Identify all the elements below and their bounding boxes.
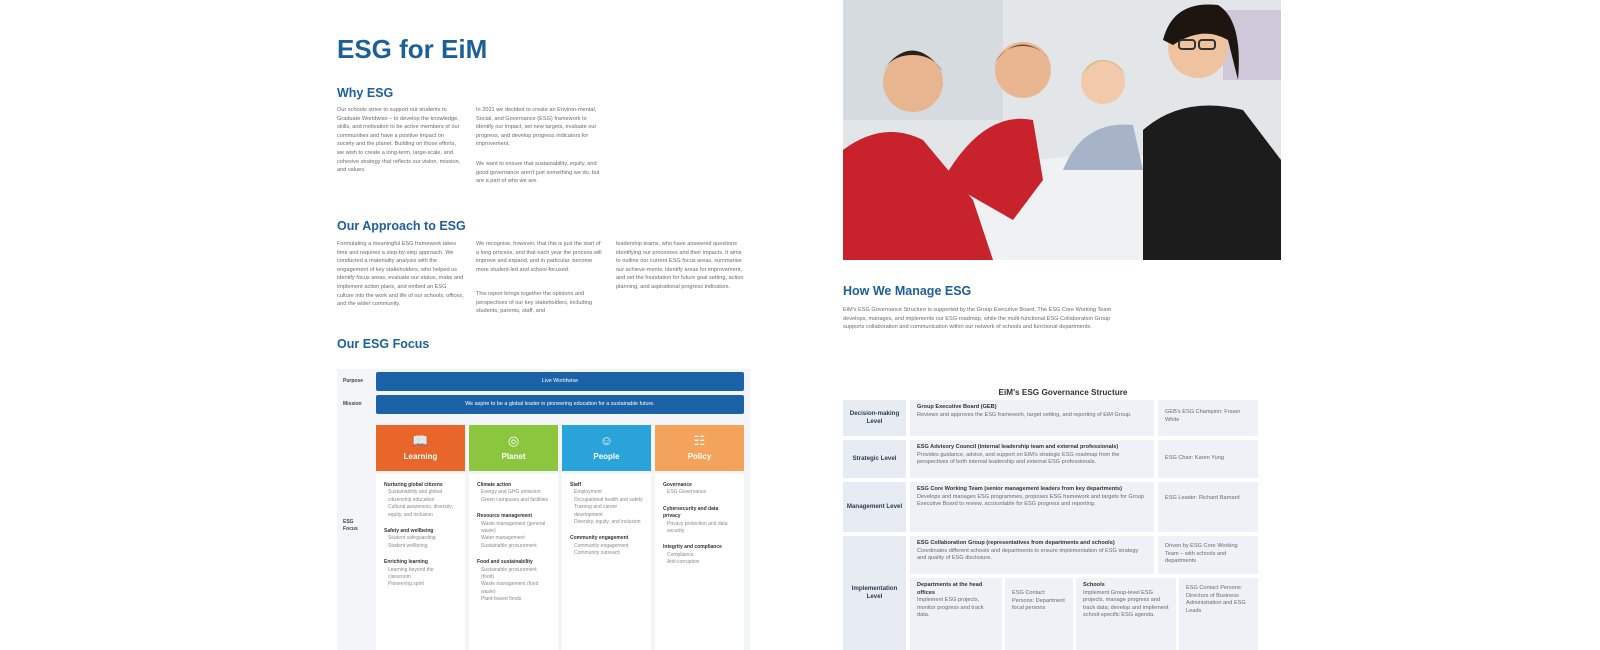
focus-item: Occupational health and safety bbox=[574, 496, 643, 503]
focus-item: Waste management (food waste) bbox=[481, 581, 539, 595]
focus-item: Green campuses and facilities bbox=[481, 496, 548, 503]
pillar-label: People bbox=[593, 452, 620, 461]
manage-text: EiM's ESG Governance Structure is supported by the Group Executive Board. The ESG Core Working Team develops, manages, and implements our ESG roadmap, while the multi-functional ESG Collaboration Group supports collaboration and communication within our network of schools and functional departments. bbox=[843, 307, 1112, 331]
approach-text-1: Formulating a meaningful ESG framework takes time and requires a step-by-step approach. We conducted a materiality analysis with the engagement of key stakeholders, who helped us identify focus areas, evaluate our status, make and implement action plans, and embed an ESG culture into the work and life of our schools, offices, and the wider community. bbox=[337, 241, 464, 308]
focus-item: Sustainable procurement bbox=[481, 542, 537, 549]
advisory-council-box bbox=[910, 440, 1154, 478]
focus-group-heading: Safety and wellbeing bbox=[384, 528, 434, 535]
focus-item: Privacy protection and data security bbox=[667, 520, 728, 535]
approach-text-3: This report brings together the opinions and perspectives of our key stakeholders, including students, parents, staff, and bbox=[476, 291, 592, 315]
focus-group-heading: Nurturing global citizens bbox=[384, 482, 443, 488]
focus-item: Community outreach bbox=[574, 550, 621, 557]
left-page bbox=[330, 0, 750, 650]
classroom-photo bbox=[843, 0, 1281, 260]
pillar-people-items bbox=[562, 474, 651, 650]
purpose-bar: Live Worldwise bbox=[376, 372, 744, 391]
geb-text: Reviews and approves the ESG framework, target setting, and reporting of EiM Group. bbox=[917, 411, 1132, 418]
pillar-policy bbox=[655, 425, 744, 471]
focus-item: Learning beyond the classroom bbox=[388, 566, 434, 581]
esg-focus-diagram bbox=[337, 369, 750, 650]
geb-heading: Group Executive Board (GEB) bbox=[917, 404, 997, 410]
pillar-label: Policy bbox=[687, 452, 712, 461]
governance-title: EiM's ESG Governance Structure bbox=[998, 388, 1128, 397]
why-esg-text-3: We want to ensure that sustainability, equity, and good governance aren't just something we do, but are a part of who we are. bbox=[476, 161, 600, 185]
focus-item: Sustainable procurement (food) bbox=[481, 566, 537, 581]
pillar-label: Learning bbox=[403, 452, 438, 461]
focus-item: Student wellbeing bbox=[388, 542, 428, 549]
focus-item: Student safeguarding bbox=[388, 535, 436, 542]
people-icon: ☺ bbox=[599, 433, 614, 448]
focus-group-heading: Climate action bbox=[477, 482, 512, 488]
departments-heading: Departments at the head offices bbox=[917, 582, 983, 596]
focus-group-heading: Cybersecurity and data privacy bbox=[663, 505, 719, 520]
advisory-council-text: Provides guidance, advice, and support on EiM's strategic ESG roadmap from the perspectives of both internal leadership and external ESG professionals. bbox=[917, 451, 1120, 466]
focus-item: Employment bbox=[574, 489, 602, 496]
focus-group-heading: Enriching learning bbox=[384, 559, 428, 566]
focus-item: Community engagement bbox=[574, 542, 629, 549]
pillar-policy-items bbox=[655, 474, 744, 650]
focus-item: Training and career development bbox=[574, 504, 618, 518]
focus-group-heading: Food and sustainability bbox=[477, 559, 533, 566]
approach-text-2: We recognise, however, that this is just the start of a long process, and that each year the process will improve and expand, and in particular, become more student-led and school-focused. bbox=[476, 241, 602, 273]
focus-item: Plant-based foods bbox=[481, 596, 522, 603]
focus-group-heading: Community engagement bbox=[570, 535, 629, 542]
globe-icon: ◎ bbox=[507, 433, 520, 448]
focus-group-heading: Resource management bbox=[477, 513, 533, 520]
esg-chair: ESG Chair: Karen Yung bbox=[1158, 440, 1258, 478]
departments-contact: ESG Contact Persons: Department focal persons bbox=[1005, 578, 1073, 650]
schools-box bbox=[1076, 578, 1176, 650]
approach-heading: Our Approach to ESG bbox=[337, 219, 466, 233]
pillar-learning bbox=[376, 425, 465, 471]
focus-item: Compliance bbox=[667, 551, 694, 558]
schools-contact: ESG Contact Persons: Directors of Business Administration and ESG Leads bbox=[1179, 578, 1258, 650]
core-working-team-heading: ESG Core Working Team (senior management leaders from key departments) bbox=[917, 486, 1122, 492]
classroom-photo-illustration bbox=[843, 0, 1281, 260]
geb-champion: GEB's ESG Champion: Fraser White bbox=[1158, 400, 1258, 436]
pillar-learning-items bbox=[376, 474, 465, 650]
level-decision-making: Decision-making Level bbox=[843, 400, 906, 436]
level-implementation: Implementation Level bbox=[843, 536, 906, 650]
collaboration-driver: Driven by ESG Core Working Team – with schools and departments bbox=[1158, 536, 1258, 574]
pillar-people bbox=[562, 425, 651, 471]
mission-label: Mission bbox=[343, 401, 362, 407]
focus-item: Anti-corruption bbox=[667, 559, 700, 566]
focus-item: ESG Governance bbox=[667, 489, 707, 496]
pillar-label: Planet bbox=[501, 452, 526, 461]
core-working-team-text: Develops and manages ESG programmes, proposes ESG framework and targets for Group Executive Board to review, accountable for ESG progress and reporting. bbox=[917, 493, 1144, 508]
pillar-planet-items bbox=[469, 474, 558, 650]
collaboration-group-text: Coordinates different schools and departments to ensure implementation of ESG strategy and quality of ESG disclosure. bbox=[917, 547, 1139, 562]
pillar-planet bbox=[469, 425, 558, 471]
focus-item: Pioneering spirit bbox=[388, 581, 424, 588]
esg-leader: ESG Leader: Richard Barnard bbox=[1158, 482, 1258, 532]
collaboration-group-box bbox=[910, 536, 1154, 574]
why-esg-text-2: In 2021 we decided to create an Environ-mental, Social, and Governance (ESG) framework to identify our impact, set new targets, evaluate our progress, and develop progress indicators for improvement. bbox=[476, 107, 597, 148]
page-title: ESG for EiM bbox=[337, 34, 488, 64]
focus-group-heading: Integrity and compliance bbox=[663, 544, 722, 551]
focus-item: Cultural awareness, diversity, equity, and inclusion bbox=[388, 504, 453, 518]
why-esg-text-1: Our schools strive to support our students to Graduate Worldwise – to develop the knowledge, skills, and motivation to be active members of our communities and have a positive impact on society and the planet. Building on those efforts, we wish to create a long-term, large-scale, and cohesive strategy that reflects our vision, mission, and values. bbox=[337, 107, 461, 174]
focus-item: Water management bbox=[481, 535, 525, 542]
manage-heading: How We Manage ESG bbox=[843, 284, 972, 298]
mission-bar: We aspire to be a global leader in pioneering education for a sustainable future. bbox=[376, 395, 744, 414]
focus-group-heading: Staff bbox=[570, 482, 582, 488]
right-page bbox=[843, 0, 1283, 650]
departments-box bbox=[910, 578, 1002, 650]
why-esg-heading: Why ESG bbox=[337, 86, 394, 100]
departments-text: Implement ESG projects, monitor progress and track data. bbox=[917, 597, 984, 619]
approach-text-4: leadership teams, who have answered questions identifying our processes and their impacts. It aims to outline our current ESG focus areas, summarise our achieve-ments, identify areas for improvement, and set the foundation for future goal setting, action planning, and aspirational progress indicators. bbox=[616, 241, 744, 290]
purpose-label: Purpose bbox=[343, 378, 364, 384]
focus-item: Diversity, equity, and inclusion bbox=[574, 519, 641, 526]
schools-text: Implement Group-level ESG projects, manage progress and track data; develop and implement school-specific ESG agenda. bbox=[1083, 589, 1169, 619]
focus-item: Energy and GHG emission bbox=[481, 489, 541, 496]
geb-box bbox=[910, 400, 1154, 436]
esg-focus-heading: Our ESG Focus bbox=[337, 337, 430, 351]
esg-focus-label: ESG Focus bbox=[343, 519, 358, 532]
focus-item: Waste management (general waste) bbox=[481, 520, 546, 535]
document-icon: ☷ bbox=[693, 433, 706, 448]
schools-heading: Schools bbox=[1083, 582, 1105, 588]
advisory-council-heading: ESG Advisory Council (internal leadership team and external professionals) bbox=[917, 444, 1119, 450]
collaboration-group-heading: ESG Collaboration Group (representatives from departments and schools) bbox=[917, 540, 1115, 546]
focus-item: Sustainability and global citizenship education bbox=[388, 489, 442, 503]
level-strategic: Strategic Level bbox=[843, 440, 906, 478]
core-working-team-box bbox=[910, 482, 1154, 532]
level-management: Management Level bbox=[843, 482, 906, 532]
focus-group-heading: Governance bbox=[663, 482, 692, 488]
book-icon: 📖 bbox=[412, 433, 429, 448]
